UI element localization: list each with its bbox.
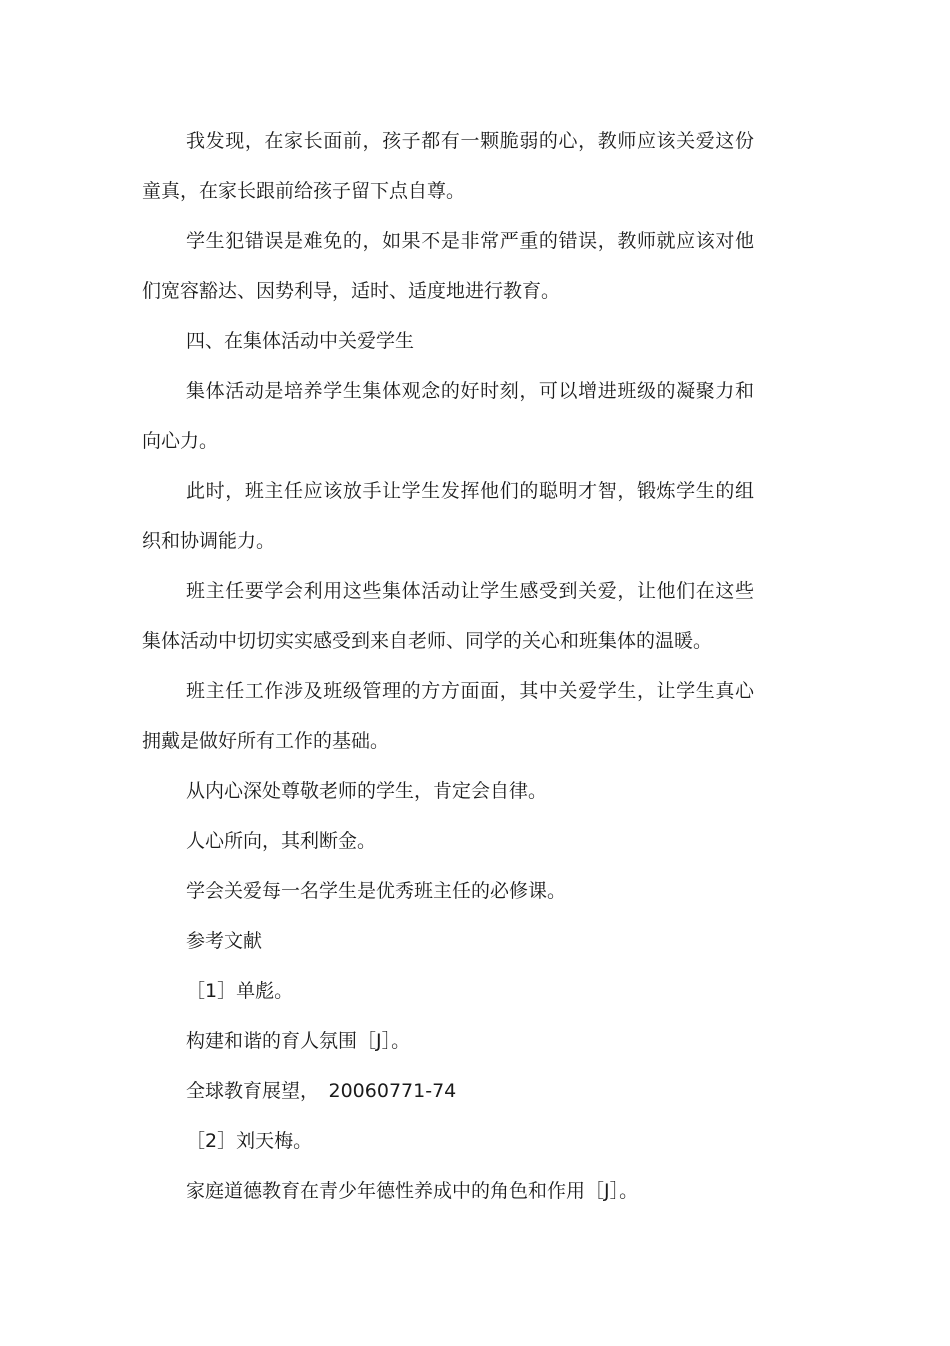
paragraph-6: 班主任工作涉及班级管理的方方面面，其中关爱学生，让学生真心拥戴是做好所有工作的基础。 [142,680,754,752]
reference-1-author: ［1］单彪。 [186,980,294,1002]
paragraph-2: 学生犯错误是难免的，如果不是非常严重的错误，教师就应该对他们宽容豁达、因势利导，适时、适度地进行教育。 [142,230,754,302]
paragraph-1: 我发现，在家长面前，孩子都有一颗脆弱的心，教师应该关爱这份童真，在家长跟前给孩子留下点自尊。 [142,130,754,202]
paragraph-9: 学会关爱每一名学生是优秀班主任的必修课。 [186,880,567,902]
reference-2-title: 家庭道德教育在青少年德性养成中的角色和作用［J］。 [186,1180,639,1202]
paragraph-4: 此时，班主任应该放手让学生发挥他们的聪明才智，锻炼学生的组织和协调能力。 [142,480,754,552]
paragraph-7: 从内心深处尊敬老师的学生，肯定会自律。 [186,780,548,802]
reference-2-author: ［2］刘天梅。 [186,1130,313,1152]
references-heading: 参考文献 [186,930,263,952]
section-heading-4: 四、在集体活动中关爱学生 [186,330,415,352]
reference-1-source: 全球教育展望， 20060771-74 [186,1080,457,1102]
paragraph-3: 集体活动是培养学生集体观念的好时刻，可以增进班级的凝聚力和向心力。 [142,380,754,452]
paragraph-8: 人心所向，其利断金。 [186,830,377,852]
reference-1-title: 构建和谐的育人氛围［J］。 [186,1030,411,1052]
paragraph-5: 班主任要学会利用这些集体活动让学生感受到关爱，让他们在这些集体活动中切切实实感受到来自老师、同学的关心和班集体的温暖。 [142,580,754,652]
